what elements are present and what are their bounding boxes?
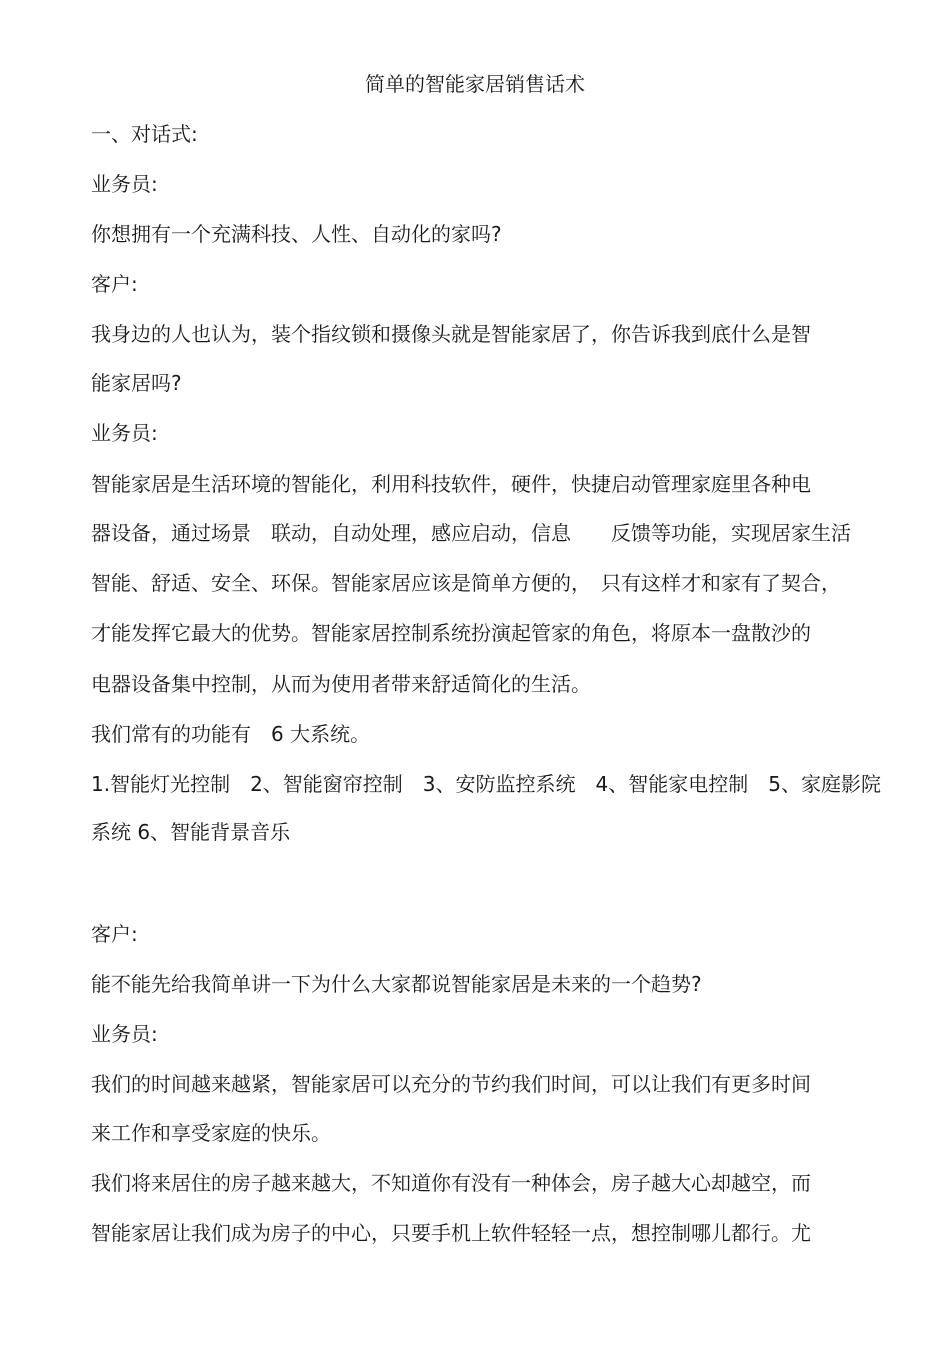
page-title: 简单的智能家居销售话术 bbox=[365, 72, 585, 96]
paragraph-line: 器设备，通过场景 联动，自动处理，感应启动，信息 反馈等功能，实现居家生活 bbox=[91, 521, 851, 545]
paragraph-line: 电器设备集中控制，从而为使用者带来舒适简化的生活。 bbox=[91, 672, 591, 696]
speaker-label: 业务员: bbox=[91, 1022, 158, 1046]
paragraph-line: 能家居吗? bbox=[91, 371, 182, 395]
speaker-label: 客户: bbox=[91, 272, 138, 296]
paragraph-line: 来工作和享受家庭的快乐。 bbox=[91, 1121, 331, 1145]
paragraph-line: 我们将来居住的房子越来越大，不知道你有没有一种体会，房子越大心却越空，而 bbox=[91, 1171, 811, 1195]
feature-list-line: 系统 6、智能背景音乐 bbox=[91, 820, 291, 844]
paragraph-line: 我们的时间越来越紧，智能家居可以充分的节约我们时间，可以让我们有更多时间 bbox=[91, 1072, 811, 1096]
speaker-label: 客户: bbox=[91, 922, 138, 946]
paragraph-line: 你想拥有一个充满科技、人性、自动化的家吗? bbox=[91, 222, 502, 246]
paragraph-line: 智能、舒适、安全、环保。智能家居应该是简单方便的， 只有这样才和家有了契合， bbox=[91, 571, 841, 595]
paragraph-line: 我身边的人也认为，装个指纹锁和摄像头就是智能家居了，你告诉我到底什么是智 bbox=[91, 322, 811, 346]
paragraph-line: 能不能先给我简单讲一下为什么大家都说智能家居是未来的一个趋势? bbox=[91, 972, 702, 996]
paragraph-line: 智能家居让我们成为房子的中心，只要手机上软件轻轻一点，想控制哪儿都行。尤 bbox=[91, 1221, 811, 1245]
paragraph-line: 智能家居是生活环境的智能化，利用科技软件，硬件，快捷启动管理家庭里各种电 bbox=[91, 472, 811, 496]
section-heading: 一、对话式: bbox=[91, 122, 198, 146]
speaker-label: 业务员: bbox=[91, 421, 158, 445]
paragraph-line: 我们常有的功能有 6 大系统。 bbox=[91, 722, 371, 746]
speaker-label: 业务员: bbox=[91, 172, 158, 196]
paragraph-line: 才能发挥它最大的优势。智能家居控制系统扮演起管家的角色，将原本一盘散沙的 bbox=[91, 621, 811, 645]
feature-list-line: 1.智能灯光控制 2、智能窗帘控制 3、安防监控系统 4、智能家电控制 5、家庭影院 bbox=[91, 772, 881, 796]
